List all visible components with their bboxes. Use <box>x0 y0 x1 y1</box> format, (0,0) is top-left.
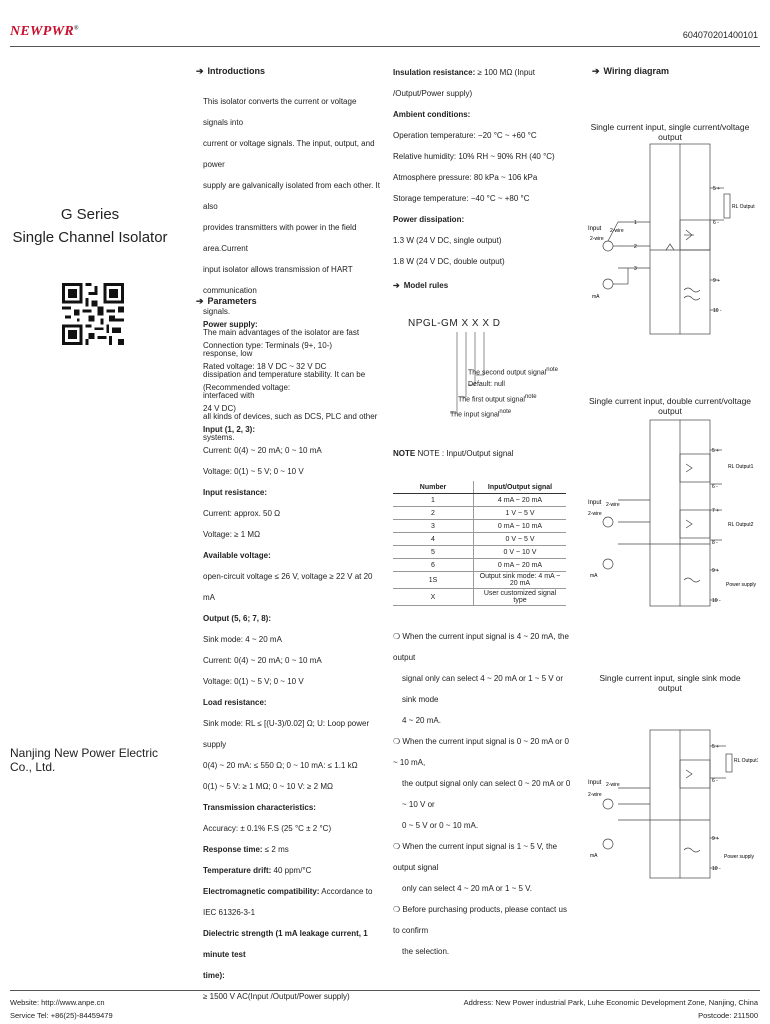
series-title: G Series Single Channel Isolator <box>12 206 168 246</box>
field-value: Accordance to IEC 61326-3-1 <box>203 887 373 917</box>
table-row <box>393 520 566 533</box>
text-line: Connection type: Terminals (9+, 10-) <box>203 341 333 350</box>
model-line-first-output: The first output signal$^{note}$ <box>458 394 537 404</box>
bullet-circle-icon: ❍ <box>393 842 403 851</box>
text-line: Power supply: <box>203 320 258 329</box>
table-cell: 5 <box>393 546 474 559</box>
company-name: Nanjing New Power Electric Co., Ltd. <box>10 746 159 774</box>
text-line: 1.3 W (24 V DC, single output) <box>393 236 502 245</box>
field-value: ≤ 2 ms <box>262 845 289 854</box>
rl-output-label: RL Output <box>732 204 755 210</box>
diagram-2-title: Single current input, double current/voltage output <box>588 396 752 416</box>
wiring-diagram-sink-output <box>588 690 758 892</box>
terminal-10: 10 - <box>712 866 721 872</box>
table-cell: 0 mA ~ 10 mA <box>474 520 567 533</box>
text-line <box>203 860 385 881</box>
text-line: Power dissipation: <box>393 215 465 224</box>
text-line: Voltage: 0(1) ~ 5 V; 0 ~ 10 V <box>203 677 304 686</box>
bullet-text: 0 ~ 5 V or 0 ~ 10 mA. <box>402 821 479 830</box>
list-item <box>393 668 573 710</box>
arrow-right-icon: ➔ <box>196 296 204 306</box>
text-line <box>203 881 385 923</box>
bullet-text: signal only can select 4 ~ 20 mA or 1 ~ 5 V or sink mode <box>402 674 563 704</box>
field-label: Response time: <box>203 845 263 854</box>
text-line: Sink mode: RL ≤ [(U-3)/0.02] Ω; U: Loop power supply <box>203 719 370 749</box>
bullet-text: only can select 4 ~ 20 mA or 1 ~ 5 V. <box>402 884 533 893</box>
bullet-text: When the current input signal is 4 ~ 20 mA, the output <box>393 632 569 662</box>
wire-label: 2-wire <box>606 502 620 508</box>
text-line: 24 V DC) <box>203 404 236 413</box>
bullet-circle-icon: ❍ <box>393 905 403 914</box>
table-row <box>393 559 566 572</box>
model-line-input: The input signal$^{note}$ <box>450 409 512 419</box>
terminal-6: 6 - <box>713 220 719 226</box>
table-cell: X <box>393 589 474 606</box>
table-row <box>393 507 566 520</box>
footer-contact <box>10 996 113 1022</box>
output2-label: RL Output2 <box>728 522 754 528</box>
terminal-3: 3 <box>634 266 637 272</box>
wire-label: 2-wire <box>588 511 602 517</box>
header-divider <box>10 46 760 47</box>
power-supply-label: Power supply <box>724 854 755 860</box>
bullet-circle-icon: ❍ <box>393 737 403 746</box>
input-label: Input <box>588 226 602 232</box>
text-line: 0(1) ~ 5 V: ≥ 1 MΩ; 0 ~ 10 V: ≥ 2 MΩ <box>203 782 333 791</box>
wiring-diagram-double-output <box>588 414 758 616</box>
text-line: 1.8 W (24 V DC, double output) <box>393 257 505 266</box>
text-line: 0(4) ~ 20 mA: ≤ 550 Ω; 0 ~ 10 mA: ≤ 1.1 kΩ <box>203 761 358 770</box>
terminal-9: 9 + <box>712 568 720 574</box>
arrow-right-icon: ➔ <box>196 66 204 76</box>
arrow-right-icon: ➔ <box>592 66 600 76</box>
wire-label: 2-wire <box>606 782 620 788</box>
terminal-10: 10 - <box>713 308 722 314</box>
text-line: Accuracy: ± 0.1% F.S (25 °C ± 2 °C) <box>203 824 332 833</box>
text-line: Atmosphere pressure: 80 kPa ~ 106 kPa <box>393 173 538 182</box>
bullet-text: When the current input signal is 1 ~ 5 V, the output signal <box>393 842 558 872</box>
intro-text: This isolator converts the current or voltage signals into current or voltage signals. The input, output, and power supply are galvanically isolated from each other. It also provides transmitters with power in the field area.Current input isolator allows transmission of HART communication signals. The main advantages of the isolator are fast response, low dissipation and temperature stability. It can be interfaced with all kinds of devices, such as DCS, PLC and other systems. <box>203 97 380 442</box>
terminal-9: 9 + <box>712 836 720 842</box>
table-cell: User customized signal type <box>474 589 567 606</box>
text-line: Current: approx. 50 Ω <box>203 509 281 518</box>
table-cell: 4 <box>393 533 474 546</box>
table-row <box>393 533 566 546</box>
bullet-circle-icon: ❍ <box>393 632 403 641</box>
diagram-3-title: Single current input, single sink mode output <box>599 673 741 693</box>
table-cell: 2 <box>393 507 474 520</box>
list-item <box>393 836 573 878</box>
input-label: Input <box>588 500 602 506</box>
text-line: Sink mode: 4 ~ 20 mA <box>203 635 282 644</box>
terminal-7: 7 + <box>712 508 720 514</box>
table-cell: 0 mA ~ 20 mA <box>474 559 567 572</box>
signal-table: Number Input/Output signal 1 4 mA ~ 20 mA 2 1 V ~ 5 V 3 0 mA ~ 10 mA 4 0 V ~ 5 V 5 0 V ~ 10 V 6 0 mA ~ 20 mA 1S Output sink mode: 4 mA ~ 20 mA X User customized signal type <box>393 481 566 606</box>
parameters-list <box>203 314 385 1007</box>
list-item <box>393 626 573 668</box>
table-cell: 1 V ~ 5 V <box>474 507 567 520</box>
terminal-6: 6 - <box>712 778 718 784</box>
arrow-right-icon: ➔ <box>393 281 400 290</box>
field-value: ≥ 100 MΩ (Input /Output/Power supply) <box>393 68 535 98</box>
list-item <box>393 899 573 941</box>
table-row <box>393 572 566 589</box>
parameters-heading: ➔ Parameters <box>196 296 257 306</box>
output1-label: RL Output1 <box>734 758 758 764</box>
field-label: Insulation resistance: <box>393 68 476 77</box>
text-line: Input (1, 2, 3): <box>203 425 255 434</box>
text-line: Operation temperature: −20 °C ~ +60 °C <box>393 131 537 140</box>
intro-heading: ➔ Introductions <box>196 66 266 76</box>
list-item <box>393 710 573 731</box>
terminal-1: 1 <box>634 220 637 226</box>
wiring-diagram-single-output <box>588 140 758 342</box>
text-line <box>393 62 578 104</box>
text-line: Input resistance: <box>203 488 268 497</box>
bullet-text: 4 ~ 20 mA. <box>402 716 441 725</box>
brand-logo: NEWPWR® <box>10 24 79 39</box>
terminal-8: 8 - <box>712 540 718 546</box>
bullet-text: the selection. <box>402 947 450 956</box>
text-line: Rated voltage: 18 V DC ~ 32 V DC (Recommended voltage: <box>203 362 327 392</box>
service-tel: Service Tel: +86(25)-84459479 <box>10 1011 113 1020</box>
wire-label: 2-wire <box>610 228 624 234</box>
text-line: time): <box>203 971 225 980</box>
text-line: Output (5, 6; 7, 8): <box>203 614 271 623</box>
ma-label: mA <box>590 853 598 859</box>
input-label: Input <box>588 780 602 786</box>
qr-code-icon <box>62 283 124 347</box>
text-line: Current: 0(4) ~ 20 mA; 0 ~ 10 mA <box>203 656 322 665</box>
selection-notes <box>393 626 573 962</box>
text-line: ≥ 1500 V AC(Input /Output/Power supply) <box>203 992 350 1001</box>
terminal-6: 6 - <box>712 484 718 490</box>
text-line: Transmission characteristics: <box>203 803 316 812</box>
table-cell: Output sink mode: 4 mA ~ 20 mA <box>474 572 567 589</box>
table-cell: 6 <box>393 559 474 572</box>
list-item <box>393 878 573 899</box>
text-line: Current: 0(4) ~ 20 mA; 0 ~ 10 mA <box>203 446 322 455</box>
document-number: 604070201400101 <box>682 30 758 40</box>
field-label: Electromagnetic compatibility: <box>203 887 320 896</box>
list-item <box>393 773 573 815</box>
list-item <box>393 941 573 962</box>
wire-label: 2-wire <box>588 792 602 798</box>
terminal-5: 5 + <box>712 744 720 750</box>
footer-divider <box>10 990 760 991</box>
terminal-10: 10 - <box>712 598 721 604</box>
table-cell: 1S <box>393 572 474 589</box>
table-cell: 0 V ~ 5 V <box>474 533 567 546</box>
ma-label: mA <box>590 573 598 579</box>
output1-label: RL Output1 <box>728 464 754 470</box>
footer-address: Address: New Power industrial Park, Luhe Economic Development Zone, Nanjing, China Postcode: 211500 <box>463 998 758 1020</box>
text-line: Voltage: 0(1) ~ 5 V; 0 ~ 10 V <box>203 467 304 476</box>
terminal-2: 2 <box>634 244 637 250</box>
text-line: Load resistance: <box>203 698 267 707</box>
text-line: open-circuit voltage ≤ 26 V, voltage ≥ 22 V at 20 mA <box>203 572 373 602</box>
table-cell: 0 V ~ 10 V <box>474 546 567 559</box>
terminal-5: 5 + <box>712 448 720 454</box>
bullet-text: the output signal only can select 0 ~ 20 mA or 0 ~ 10 V or <box>402 779 571 809</box>
list-item <box>393 815 573 836</box>
text-line: Relative humidity: 10% RH ~ 90% RH (40 °C) <box>393 152 555 161</box>
table-row <box>393 494 566 507</box>
ma-label: mA <box>592 294 600 300</box>
field-label: Temperature drift: <box>203 866 272 875</box>
website-link[interactable]: Website: http://www.anpe.cn <box>10 998 105 1007</box>
text-line: Available voltage: <box>203 551 271 560</box>
bullet-text: When the current input signal is 0 ~ 20 mA or 0 ~ 10 mA, <box>393 737 569 767</box>
diagram-1-title: Single current input, single current/voltage output <box>590 122 750 142</box>
text-line: Dielectric strength (1 mA leakage current, 1 minute test <box>203 929 368 959</box>
list-item <box>393 731 573 773</box>
text-line <box>203 839 385 860</box>
text-line: Ambient conditions: <box>393 110 471 119</box>
table-cell: 1 <box>393 494 474 507</box>
wiring-heading: ➔ Wiring diagram <box>592 66 669 76</box>
conditions-list <box>393 62 578 272</box>
model-line-default: Default: null <box>468 381 505 388</box>
terminal-9: 9 + <box>713 278 721 284</box>
table-cell: 4 mA ~ 20 mA <box>474 494 567 507</box>
table-row <box>393 546 566 559</box>
text-line: Storage temperature: −40 °C ~ +80 °C <box>393 194 530 203</box>
note-title: NOTE NOTE : Input/Output signal <box>393 449 514 458</box>
bullet-text: Before purchasing products, please contact us to confirm <box>393 905 567 935</box>
table-cell: 3 <box>393 520 474 533</box>
power-supply-label: Power supply <box>726 582 757 588</box>
model-rules-heading: ➔ Model rules <box>393 281 449 290</box>
model-line-second-output: The second output signal$^{note}$ <box>468 367 558 377</box>
wire-label: 2-wire <box>590 236 604 242</box>
model-code: NPGL-GM X X X D <box>408 318 501 329</box>
table-row <box>393 589 566 606</box>
terminal-5: 5 + <box>713 186 721 192</box>
field-value: 40 ppm/°C <box>271 866 312 875</box>
text-line: Voltage: ≥ 1 MΩ <box>203 530 261 539</box>
